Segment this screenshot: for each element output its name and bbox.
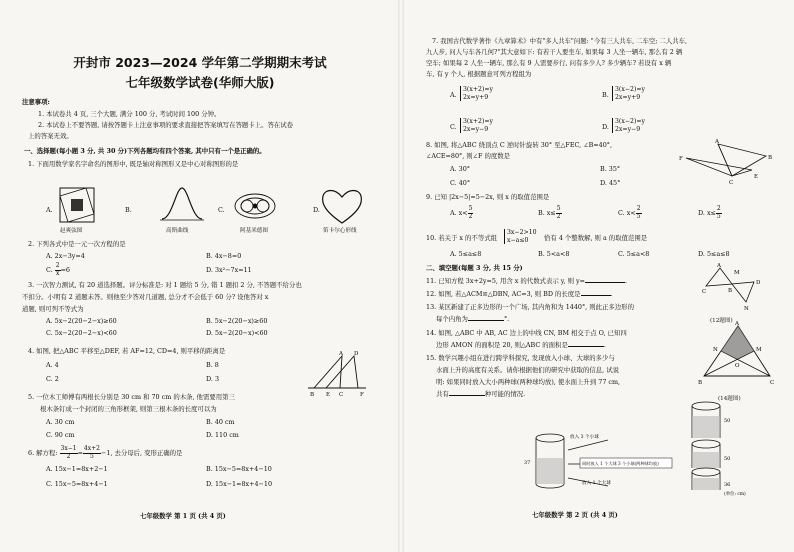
q14-point-a: A (735, 321, 739, 327)
q2-stem: 2. 下列各式中是一元一次方程的是 (28, 240, 126, 248)
q13-line-2: 每个内角为 °. (436, 315, 510, 323)
exam-title: 开封市 2023—2024 学年第二学期期末考试 (73, 55, 327, 70)
q6-left-denominator: 2 (66, 452, 71, 460)
q1-caption-c: 阿基米德图 (240, 228, 268, 234)
q5-option-c: C. 90 cm (46, 431, 75, 439)
q6-equals: = (77, 449, 83, 457)
q10-ineq2: x−a≤0 (507, 236, 529, 244)
q9-b-den: 2 (556, 212, 561, 220)
q11-stem: 11. 已知方程 3x+2y=5, 用含 x 的代数式表示 y, 则 y= . (426, 277, 628, 285)
q15-unit: (单位: cm) (724, 492, 746, 496)
q9-stem: 9. 已知 |2x−5|=5−2x, 则 x 的取值范围是 (426, 193, 550, 201)
q8-option-c: C. 40° (450, 179, 471, 187)
q7-line-3: 空车; 如果每 2 人坐一辆车, 那么有 9 人需要步行, 问有多少人? 多少辆车? 若设有 x 辆 (426, 59, 672, 67)
q2-option-d: D. 3x²−7x=11 (206, 266, 252, 274)
q8-point-e: E (754, 174, 759, 180)
q8-point-c: C (729, 180, 734, 186)
gauss-curve-figure (160, 186, 204, 224)
q5-option-b: B. 40 cm (206, 418, 235, 426)
q8-rotation-figure (678, 138, 778, 186)
q15-text: 共有 (436, 390, 449, 398)
q2-c-prefix: C. (46, 266, 53, 274)
q9-d-den: 5 (716, 212, 721, 220)
q12-point-m: M (734, 270, 740, 276)
q15-dim-4: 36 (724, 482, 731, 488)
q6-right-fraction (83, 446, 101, 460)
q7-option-b (612, 86, 645, 101)
q1-caption-a: 赵爽弦图 (60, 228, 83, 234)
q14-blank[interactable] (568, 346, 604, 347)
q7-label-c: C. (450, 123, 457, 131)
q9-a-fraction (468, 206, 474, 220)
q7-label-b: B. (602, 91, 609, 99)
q1-caption-b: 高斯曲线 (166, 228, 189, 234)
q9-a-prefix: A. x< (450, 209, 468, 217)
q15-cylinder-figure (520, 398, 760, 496)
q3-line-3: 道题, 则可列不等式为 (22, 305, 84, 313)
q1-label-a: A. (46, 206, 53, 214)
q9-a-den: 2 (468, 212, 473, 220)
q7-c-eq1: 3(x+2)=y (463, 118, 494, 125)
note-line-3: 上的答案无效。 (28, 132, 73, 140)
note-line-2: 2. 本试卷上不要答题, 请按答题卡上注意事项的要求直接把答案填写在答题卡上。答在试卷 (38, 121, 294, 129)
q9-c-fraction (636, 206, 642, 220)
q9-b-fraction (556, 206, 562, 220)
q13-unit: ° (503, 315, 508, 323)
q9-a-num: 5 (468, 205, 473, 212)
q9-b-num: 5 (556, 205, 561, 212)
q12-point-b: B (728, 288, 733, 294)
q4-point-e: E (326, 392, 331, 398)
q6-prefix: 6. 解方程: (28, 449, 58, 457)
q15-line-1: 15. 数学兴趣小组在进行跨学科探究, 发现放入小球、大球的多少与 (426, 354, 615, 362)
q5-line-2: 根木条钉成一个封闭的三角形框架, 则第三根木条的长度可以为 (40, 405, 217, 413)
q4-option-b: B. 8 (206, 361, 219, 369)
q1-label-c: C. (218, 206, 225, 214)
q4-point-c: C (339, 392, 344, 398)
q8-option-d: D. 45° (600, 179, 621, 187)
page-2-footer: 七年级数学 第 2 页 (共 4 页) (532, 511, 618, 519)
q4-option-c: C. 2 (46, 375, 59, 383)
q4-point-f: F (360, 392, 364, 398)
q7-line-2: 九人步, 问人与车各几何?"其大意如下: 有若干人要坐车, 如果每 3 人坐一辆车, 那么有 2 辆 (426, 48, 683, 56)
q1-caption-d: 笛卡尔心形线 (323, 228, 357, 234)
q15-line-3: 明: 如果同时放入大小两种球(两种球均放), 使水面上升到 77 cm, (436, 378, 621, 386)
q4-point-b: B (310, 392, 315, 398)
q6-option-b: B. 15x−5=8x+4−10 (206, 465, 272, 473)
q4-translation-figure (306, 350, 368, 398)
q13-text: 每个内角为 (436, 315, 468, 323)
q10-option-a: A. 5≤a≤8 (450, 250, 482, 258)
cardioid-heart-figure (320, 186, 364, 226)
q7-b-eq2: 2x=y+9 (615, 93, 641, 101)
q10-system (504, 229, 537, 244)
q7-line-1: 7. 我国古代数学著作《九章算术》中有"多人共车"问题: "今有三人共车, 二车空; 二人共车, (432, 37, 688, 45)
q1-label-b: B. (125, 206, 132, 214)
q3-option-b: B. 5x−2(20−x)≥60 (206, 317, 268, 325)
q6-option-a: A. 15x−1=8x+2−1 (46, 465, 108, 473)
archimedes-figure (232, 188, 278, 224)
q5-option-d: D. 110 cm (206, 431, 239, 439)
q15-label-both: 同时放入 1 个大球 3 个小球(两种球均放) (582, 461, 659, 466)
q6-left-fraction (60, 446, 78, 460)
q10-ineq1: 3x−2>10 (507, 229, 537, 236)
q5-option-a: A. 30 cm (46, 418, 75, 426)
q14-text: 边形 AMON 的面积是 20, 则△ABC 的面积是 (436, 341, 568, 349)
q7-c-eq2: 2x=y−9 (463, 125, 489, 133)
q12-text: 12. 如图, 若△ACM≌△DBN, AC=3, 则 BD 的长度是 (426, 290, 581, 298)
q4-stem: 4. 如图, 把△ABC 平移至△DEF, 若 AF=12, CD=4, 则平移的距离是 (28, 347, 226, 355)
q9-d-fraction (716, 206, 722, 220)
q12-point-a: A (717, 263, 721, 269)
q6-left-numerator: 3x−1 (60, 445, 77, 452)
q9-option-c (618, 206, 642, 220)
q9-option-a (450, 206, 473, 220)
q8-line-1: 8. 如图, 将△ABC 绕顶点 C 逆时针旋转 30° 至△FEC, ∠B=40°, (426, 141, 612, 149)
q14-point-m: M (756, 347, 762, 353)
q3-line-2: 不扣分。小明有 2 道题未答。则他至少答对几道题, 总分才不会低于 60 分? 设他答对 x (22, 293, 269, 301)
page-2 (402, 0, 794, 552)
q4-option-a: A. 4 (46, 361, 59, 369)
q7-label-a: A. (450, 91, 457, 99)
q9-c-num: 2 (636, 205, 641, 212)
q11-text: 11. 已知方程 3x+2y=5, 用含 x 的代数式表示 y, 则 y= (426, 277, 586, 285)
q15-label-large: 放入 1 个大球 (582, 481, 611, 486)
q14-point-b: B (698, 380, 703, 386)
q15-label-small: 放入 3 个小球 (570, 435, 599, 440)
q15-suffix: 种可能的情况 (484, 390, 524, 398)
q9-d-prefix: D. x≤ (698, 209, 716, 217)
q12-stem: 12. 如图, 若△ACM≌△DBN, AC=3, 则 BD 的长度是 . (426, 290, 613, 298)
q7-option-d (612, 118, 645, 133)
q13-blank[interactable] (468, 320, 504, 321)
q12-point-d: D (756, 280, 761, 286)
q3-option-a: A. 5x−2(20−2−x)≥60 (46, 317, 117, 325)
q14-point-n: N (713, 347, 718, 353)
q9-option-d (698, 206, 722, 220)
note-line-1: 1. 本试卷共 4 页, 三个大题, 满分 100 分, 考试时间 100 分钟。 (38, 110, 221, 118)
q6-right-numerator: 4x+2 (83, 445, 100, 452)
q14-line-1: 14. 如图, △ABC 中 AB, AC 边上的中线 CN, BM 相交于点 O, 已知四 (426, 329, 627, 337)
q9-b-prefix: B. x≤ (538, 209, 556, 217)
q7-label-d: D. (602, 123, 609, 131)
q9-d-num: 2 (716, 205, 721, 212)
q12-congruence-figure (702, 262, 764, 314)
q9-c-prefix: C. x< (618, 209, 636, 217)
q9-c-den: 5 (636, 212, 641, 220)
q7-option-a (460, 86, 493, 101)
q10-option-c: C. 5≤a<8 (618, 250, 650, 258)
q6-stem (28, 446, 182, 460)
q7-b-eq1: 3(x−2)=y (615, 86, 646, 93)
q15-line-4: 共有 种可能的情况. (436, 390, 526, 398)
q3-option-d: D. 5x−2(20−x)<60 (206, 329, 268, 337)
q2-option-a: A. 2x−3y=4 (46, 252, 85, 260)
q10-prefix: 10. 若关于 x 的不等式组 (426, 234, 497, 242)
q10-option-d: D. 5≤a≤8 (698, 250, 730, 258)
q14-point-o: O (735, 363, 740, 369)
q11-blank[interactable] (585, 282, 625, 283)
q2-option-b: B. 4x−8=0 (206, 252, 242, 260)
exam-subtitle: 七年级数学试卷(华师大版) (125, 75, 275, 90)
q6-option-c: C. 15x−5=8x+4−1 (46, 480, 108, 488)
q14-point-c: C (770, 380, 775, 386)
q10-option-b: B. 5<a<8 (538, 250, 570, 258)
q2-c-suffix: =6 (60, 266, 70, 274)
zhaoshuang-figure (58, 186, 96, 224)
q7-d-eq1: 3(x−2)=y (615, 118, 646, 125)
q8-line-2: ∠ACE=80°, 则∠F 的度数是 (426, 152, 511, 160)
q8-option-b: B. 35° (600, 165, 621, 173)
q13-line-1: 13. 某区新建了正多边形的一个广场, 其内角和为 1440°, 则此正多边形的 (426, 303, 634, 311)
q9-option-b (538, 206, 562, 220)
q1-label-d: D. (313, 206, 320, 214)
q2-option-c (46, 263, 70, 277)
q14-figure-caption: (14题图) (718, 396, 741, 402)
q7-d-eq2: 2x=y−9 (615, 125, 641, 133)
q15-blank[interactable] (449, 395, 485, 396)
q7-a-eq1: 3(x+2)=y (463, 86, 494, 93)
q12-point-n: N (744, 306, 749, 312)
q14-median-figure (698, 320, 778, 390)
q6-suffix: −1, 去分母后, 变形正确的是 (100, 449, 183, 457)
q4-option-d: D. 3 (206, 375, 220, 383)
q7-option-c (460, 118, 493, 133)
q1-stem: 1. 下面用数学家名字命名的图形中, 既是轴对称图形又是中心对称图形的是 (28, 160, 239, 168)
q8-point-f: F (679, 156, 683, 162)
q2-c-denominator: x (55, 269, 60, 277)
q15-dim-2: 50 (724, 418, 731, 424)
page-1-footer: 七年级数学 第 1 页 (共 4 页) (140, 512, 226, 520)
q4-point-d: D (354, 351, 359, 357)
q12-point-c: C (702, 289, 707, 295)
q12-blank[interactable] (581, 295, 611, 296)
q7-a-eq2: 2x=y+9 (463, 93, 489, 101)
q7-line-4: 车, 有 y 个人, 根据题意可列方程组为 (426, 70, 532, 78)
q3-line-1: 3. 一次智力测试, 有 20 道选择题。评分标准是: 对 1 题给 5 分, 错 1 题扣 2 分, 不答题不给分也 (28, 281, 302, 289)
notes-heading: 注意事项: (22, 98, 50, 106)
q3-option-c: C. 5x−2(20−2−x)<60 (46, 329, 117, 337)
section2-heading: 二、填空题(每题 3 分, 共 15 分) (426, 264, 523, 272)
q14-line-2: 边形 AMON 的面积是 20, 则△ABC 的面积是 . (436, 341, 606, 349)
q10-suffix: 恰有 4 个整数解, 则 a 的取值范围是 (544, 234, 648, 242)
q5-line-1: 5. 一位木工师傅有两根长分别是 30 cm 和 70 cm 的木条, 他需要用第三 (28, 393, 235, 401)
q15-line-2: 水面上升的高度有关系。请你根据他们的研究中获取的信息, 试说 (436, 366, 619, 374)
section1-heading: 一、选择题(每小题 3 分, 共 30 分)下列各题均有四个答案, 其中只有一个是正确的。 (24, 147, 266, 155)
q15-dim-3: 50 (724, 456, 731, 462)
q6-right-denominator: 5 (90, 452, 94, 460)
q4-point-a: A (339, 351, 343, 357)
q2-c-numerator: 2 (55, 262, 60, 269)
q12-figure-caption: (12题图) (710, 318, 733, 324)
q8-option-a: A. 30° (450, 165, 471, 173)
q8-point-b: B (768, 155, 773, 161)
q8-point-a: A (715, 139, 719, 145)
q6-option-d: D. 15x−1=8x+4−10 (206, 480, 273, 488)
q15-dim-1: 37 (524, 460, 531, 466)
